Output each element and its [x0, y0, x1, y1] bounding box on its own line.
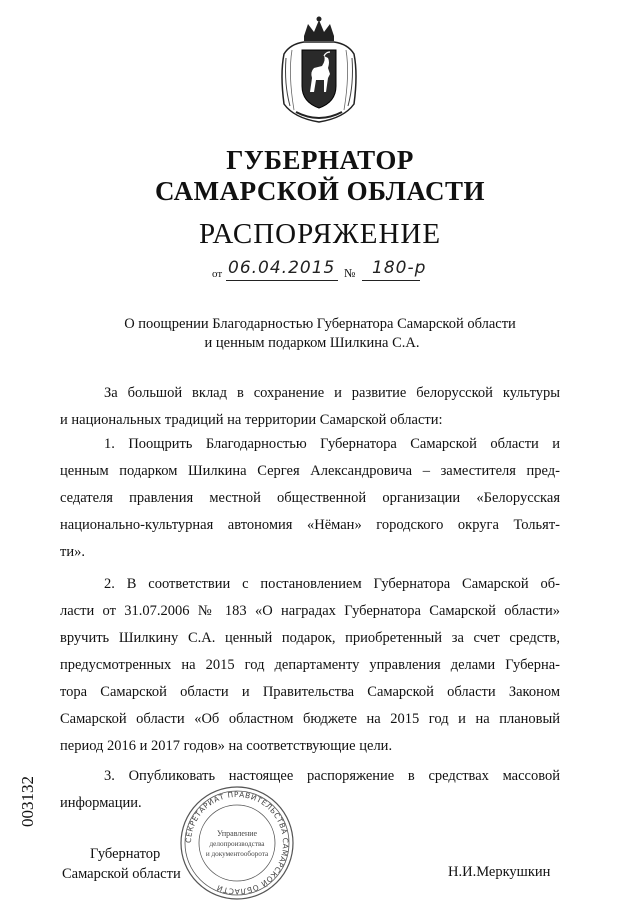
subject-line-1: О поощрении Благодарностью Губернатора Самарской области — [124, 316, 516, 332]
number-underline — [362, 280, 420, 281]
paragraph-1 — [60, 431, 560, 566]
paragraph-line: период 2016 и 2017 годов» на соответствующие цели. — [60, 738, 393, 754]
seal-inner-line: Управление — [216, 829, 258, 838]
paragraph-2 — [60, 571, 560, 760]
position-line: Губернатор — [90, 846, 161, 862]
registration-side-number: 003132 — [18, 776, 37, 827]
signatory-name: Н.И.Меркушкин — [448, 864, 551, 880]
paragraph-3 — [60, 763, 560, 817]
seal-inner-line: и документооборота — [205, 850, 269, 858]
paragraph-line: вручить Шилкину С.А. ценный подарок, приобретенный за счет средств, — [60, 630, 560, 646]
paragraph-line: ти». — [60, 544, 85, 560]
office-seal-stamp — [178, 784, 296, 902]
title-region: САМАРСКОЙ ОБЛАСТИ — [154, 176, 486, 206]
registration-line — [212, 258, 452, 288]
coat-of-arms-emblem — [274, 14, 364, 126]
position-line: Самарской области — [62, 866, 181, 882]
subject-line-2: и ценным подарком Шилкина С.А. — [204, 335, 420, 351]
paragraph-line: Самарской области «Об областном бюджете на 2015 год и на плановый — [60, 711, 560, 727]
intro-line: За большой вклад в сохранение и развитие белорусской культуры — [104, 385, 560, 401]
intro-paragraph — [60, 380, 560, 434]
paragraph-line: информации. — [60, 795, 142, 811]
paragraph-line: ценным подарком Шилкина Сергея Александровича – заместителя пред- — [60, 463, 560, 479]
from-label: от — [212, 268, 223, 280]
handwritten-number: 180-р — [372, 258, 427, 278]
paragraph-line: 1. Поощрить Благодарностью Губернатора Самарской области и — [104, 436, 560, 452]
seal-ring-text: СЕКРЕТАРИАТ ПРАВИТЕЛЬСТВА САМАРСКОЙ ОБЛАСТИ — [183, 789, 291, 897]
paragraph-line: ласти от 31.07.2006 № 183 «О наградах Губернатора Самарской области» — [60, 603, 560, 619]
signatory-position — [62, 844, 181, 884]
seal-inner-line: делопроизводства — [209, 840, 265, 848]
paragraph-line: 3. Опубликовать настоящее распоряжение в средствах массовой — [104, 768, 560, 784]
number-label: № — [344, 266, 356, 280]
document-type: РАСПОРЯЖЕНИЕ — [198, 218, 442, 250]
paragraph-line: тора Самарской области и Правительства Самарской области Законом — [60, 684, 560, 700]
date-underline — [226, 280, 338, 281]
handwritten-date: 06.04.2015 — [228, 258, 336, 278]
paragraph-line: предусмотренных на 2015 год департаменту управления делами Губерна- — [60, 657, 560, 673]
paragraph-line: национально-культурная автономия «Нёман» городского округа Тольят- — [60, 517, 560, 533]
intro-line: и национальных традиций на территории Самарской области: — [60, 412, 443, 428]
paragraph-line: седателя правления местной общественной организации «Белорусская — [60, 490, 560, 506]
paragraph-line: 2. В соответствии с постановлением Губернатора Самарской об- — [104, 576, 560, 592]
title-governor: ГУБЕРНАТОР — [226, 145, 414, 175]
